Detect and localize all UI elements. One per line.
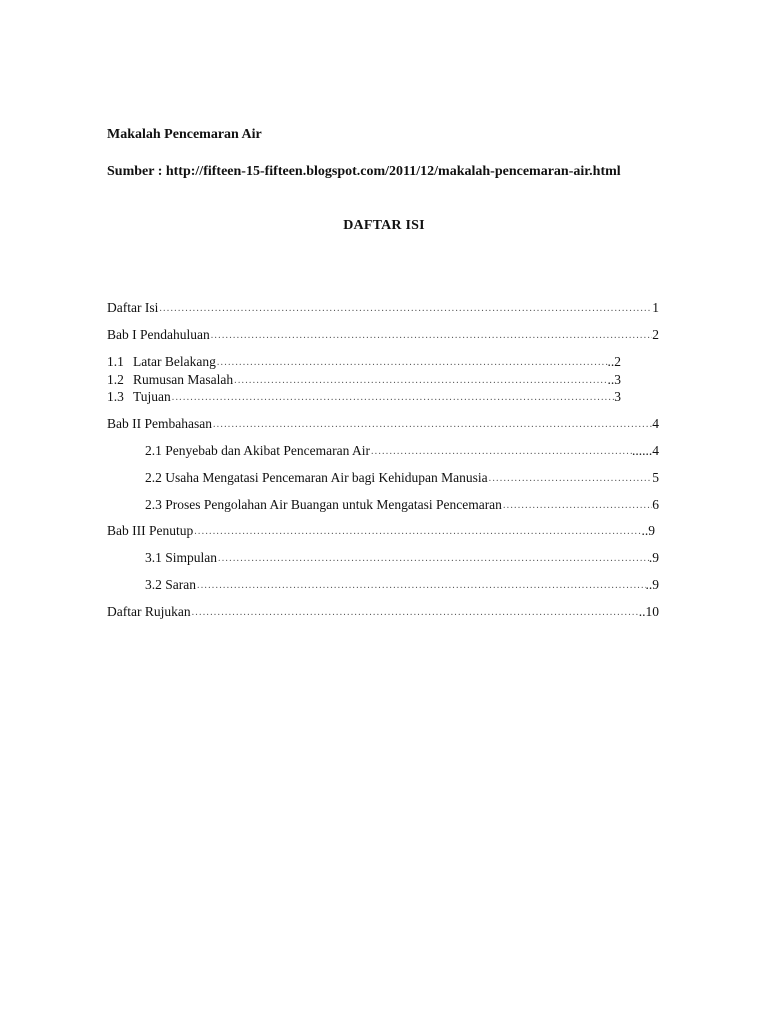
toc-entry-3-2 xyxy=(145,575,659,593)
toc-dot-leader xyxy=(172,392,614,403)
toc-entry-daftar-isi xyxy=(107,298,659,316)
toc-dot-leader xyxy=(489,473,653,484)
document-title: Makalah Pencemaran Air xyxy=(107,127,262,142)
toc-entry-1-3 xyxy=(107,387,621,405)
toc-dot-leader xyxy=(217,357,608,368)
toc-entry-page: 1 xyxy=(652,300,659,315)
toc-entry-number: 1.3 xyxy=(107,389,124,404)
toc-entry-number: 1.1 xyxy=(107,354,124,369)
toc-dot-leader xyxy=(213,419,652,430)
toc-entry-page: 3 xyxy=(614,389,621,404)
toc-entry-label: 2.3 Proses Pengolahan Air Buangan untuk Mengatasi Pencemaran xyxy=(145,497,502,512)
toc-entry-2-1 xyxy=(145,441,659,459)
toc-entry-label: Daftar Isi xyxy=(107,300,159,315)
toc-entry-page: ..9 xyxy=(641,523,655,538)
toc-entry-page: 5 xyxy=(652,470,659,485)
toc-entry-daftar-rujukan xyxy=(107,602,659,620)
toc-entry-page: 4 xyxy=(652,416,659,431)
toc-entry-page: ..2 xyxy=(607,354,621,369)
toc-entry-bab-1 xyxy=(107,325,659,343)
toc-dot-leader xyxy=(211,330,653,341)
toc-entry-page: ..10 xyxy=(638,604,659,619)
toc-dot-leader xyxy=(218,553,649,564)
toc-entry-label: 2.2 Usaha Mengatasi Pencemaran Air bagi Kehidupan Manusia xyxy=(145,470,488,485)
toc-entry-2-3 xyxy=(145,495,659,513)
toc-entry-page: ..9 xyxy=(645,577,659,592)
toc-entry-label: 3.1 Simpulan xyxy=(145,550,218,565)
toc-entry-page: 6 xyxy=(652,497,659,512)
toc-entry-number: 1.2 xyxy=(107,372,124,387)
toc-dot-leader xyxy=(197,580,646,591)
toc-entry-2-2 xyxy=(145,468,659,486)
toc-entry-label: 3.2 Saran xyxy=(145,577,196,592)
toc-entry-page: ..3 xyxy=(607,372,621,387)
toc-entry-label: Latar Belakang xyxy=(133,354,216,369)
toc-entry-bab-2 xyxy=(107,414,659,432)
toc-dot-leader xyxy=(159,303,652,314)
toc-entry-label: Tujuan xyxy=(133,389,171,404)
toc-dot-leader xyxy=(503,500,652,511)
toc-dot-leader xyxy=(234,375,607,386)
toc-entry-3-1 xyxy=(145,548,659,566)
toc-entry-1-1 xyxy=(107,352,621,370)
toc-entry-label: Rumusan Masalah xyxy=(133,372,234,387)
toc-entry-label: Daftar Rujukan xyxy=(107,604,191,619)
toc-dot-leader xyxy=(192,607,639,618)
toc-dot-leader xyxy=(371,446,632,457)
toc-heading: DAFTAR ISI xyxy=(343,218,425,233)
toc-entry-page: ......4 xyxy=(632,443,659,458)
toc-entry-page: .9 xyxy=(648,550,659,565)
toc-entry-1-2 xyxy=(107,370,621,388)
document-source: Sumber : http://fifteen-15-fifteen.blogspot.com/2011/12/makalah-pencemaran-air.html xyxy=(107,164,621,179)
toc-dot-leader xyxy=(194,526,641,537)
toc-entry-label: Bab I Pendahuluan xyxy=(107,327,210,342)
toc-entry-label: Bab II Pembahasan xyxy=(107,416,212,431)
toc-entry-label: Bab III Penutup xyxy=(107,523,194,538)
toc-entry-label: 2.1 Penyebab dan Akibat Pencemaran Air xyxy=(145,443,370,458)
toc-entry-bab-3 xyxy=(107,521,655,539)
toc-entry-page: 2 xyxy=(652,327,659,342)
